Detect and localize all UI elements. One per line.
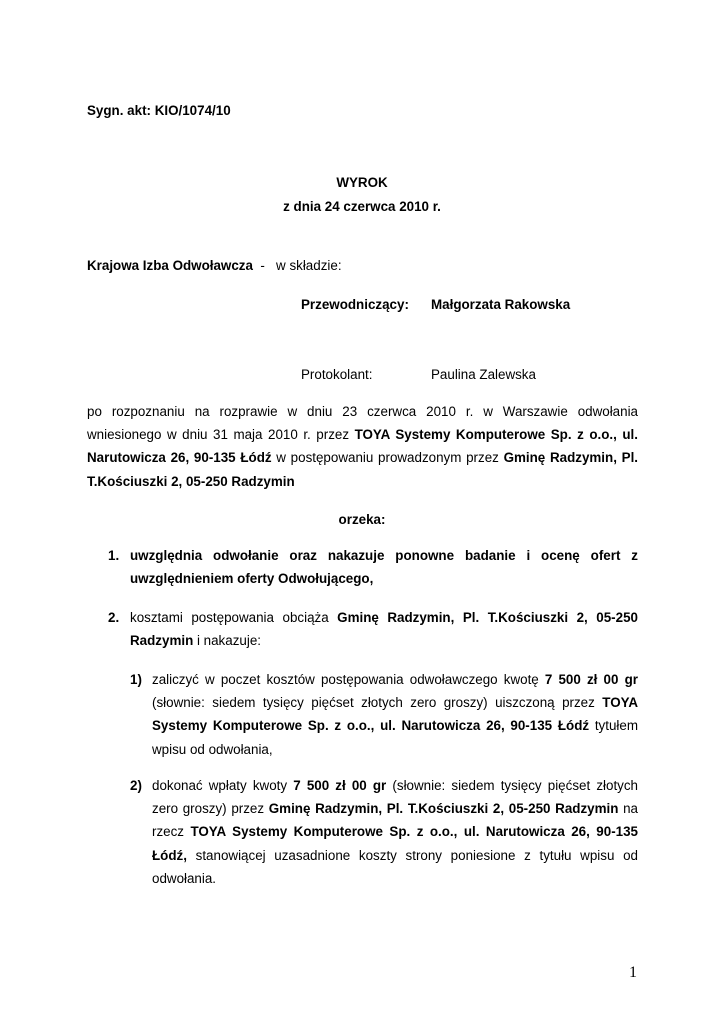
judgment-heading: WYROK	[336, 175, 388, 190]
payee: TOYA Systemy Komputerowe Sp. z o.o., ul. Narutowicza 26, 90-135 Łódź,	[152, 824, 638, 863]
clerk-name: Paulina Zalewska	[431, 367, 536, 382]
case-number: Sygn. akt: KIO/1074/10	[87, 103, 231, 118]
appellant: TOYA Systemy Komputerowe Sp. z o.o., ul. Narutowicza 26, 90-135 Łódź	[87, 427, 638, 466]
subitem-1-text: zaliczyć w poczet kosztów postępowania odwoławczego kwotę 7 500 zł 00 gr (słownie: siedem tysięcy pięćset złotych zero groszy) uiszczoną przez TOYA Systemy Komputerowe Sp. z o.o., ul. Narutowicza 26, 90-135 Łódź tytułem wpisu od odwołania,	[152, 672, 638, 757]
amount-2: 7 500 zł 00 gr	[293, 778, 387, 793]
item-2-text: kosztami postępowania obciąża Gminę Radzymin, Pl. T.Kościuszki 2, 05-250 Radzymin i nakazuje:	[130, 610, 638, 649]
judgment-date: z dnia 24 czerwca 2010 r.	[283, 199, 441, 214]
chair-name: Małgorzata Rakowska	[431, 297, 571, 312]
payer: Gminę Radzymin, Pl. T.Kościuszki 2, 05-250 Radzymin	[268, 801, 619, 817]
subitem-number-1: 1)	[130, 672, 142, 687]
chamber-line	[87, 258, 342, 273]
clerk-label: Protokolant:	[301, 367, 373, 382]
item-1-text: uwzględnia odwołanie oraz nakazuje ponowne badanie i ocenę ofert z uwzględnieniem oferty Odwołującego,	[130, 548, 638, 587]
subitem-2-text: dokonać wpłaty kwoty 7 500 zł 00 gr (słownie: siedem tysięcy pięćset złotych zero groszy) przez Gminę Radzymin, Pl. T.Kościuszki 2, 05-250 Radzymin na rzecz TOYA Systemy Komputerowe Sp. z o.o., ul. Narutowicza 26, 90-135 Łódź, stanowiącej uzasadnione koszty strony poniesione z tytułu wpisu od odwołania.	[152, 778, 638, 886]
page-number: 1	[629, 964, 637, 981]
chamber-dash: -	[260, 258, 265, 273]
party-1: TOYA Systemy Komputerowe Sp. z o.o., ul. Narutowicza 26, 90-135 Łódź	[152, 695, 638, 734]
ruling-label: orzeka:	[338, 512, 386, 527]
intro-paragraph: po rozpoznaniu na rozprawie w dniu 23 czerwca 2010 r. w Warszawie odwołania wniesionego w dniu 31 maja 2010 r. przez TOYA Systemy Komputerowe Sp. z o.o., ul. Narutowicza 26, 90-135 Łódź w postępowaniu prowadzonym przez Gminę Radzymin, Pl. T.Kościuszki 2, 05-250 Radzymin	[87, 404, 639, 489]
amount-1: 7 500 zł 00 gr	[544, 672, 638, 687]
chair-label: Przewodniczący:	[301, 297, 409, 312]
item-number-1: 1.	[108, 548, 120, 563]
in-composition: w składzie:	[276, 258, 342, 273]
chamber-name: Krajowa Izba Odwoławcza	[87, 258, 253, 273]
contracting-authority: Gminę Radzymin, Pl. T.Kościuszki 2, 05-250 Radzymin	[87, 450, 639, 489]
subitem-number-2: 2)	[130, 778, 142, 793]
cost-bearer: Gminę Radzymin, Pl. T.Kościuszki 2, 05-250 Radzymin	[130, 610, 638, 649]
item-number-2: 2.	[108, 610, 120, 625]
